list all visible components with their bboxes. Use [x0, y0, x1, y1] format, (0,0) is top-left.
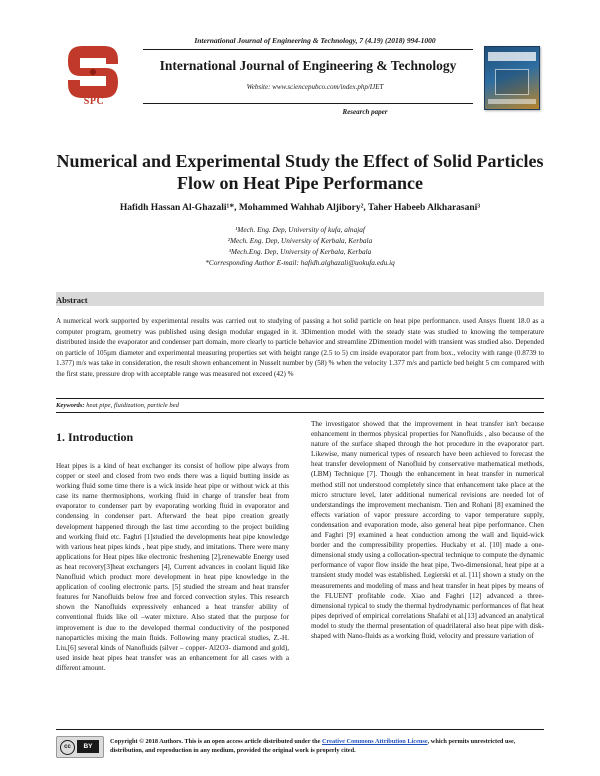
affiliation-1: ¹Mech. Eng. Dep, University of kufa, alnajaf — [235, 225, 365, 234]
keywords-label: Keywords: — [56, 402, 85, 409]
author-list: Hafidh Hassan Al-Ghazali¹*, Mohammed Wahhab Aljibory², Taher Habeeb Alkharasani³ — [119, 203, 481, 213]
keywords-rule-top — [56, 398, 544, 399]
copyright-notice — [110, 737, 545, 755]
intro-left-column: Heat pipes is a kind of heat exchanger its consist of hollow pipe always from copper or steel and closed from two ends there was a liquid butting inside as working fluid some time there is a wick inside heat pipe or without wick at this case its name thermosiphons, working fluid in charge of transfer heat from evaporator to condenser part by evaporating working fluid in evaporator and condensing in condenser part. Afterward the heat pipe creation greatly development happened through the last time according to the project building and working fluid etc. Faghri [1]studied the developments heat pipe knowledge with various heat pipes kinds , heat pipe study, and imitations. There were many applications for Heat pipes like electronic freshening [2],renewable Energy used as heat recovery[3]heat exchangers [4], Current advances in coolant liquid like Nanofluid which product more development in heat pipe knowledge in the application of cooling electronic parts. [5] studied the stream and heat transfer features for Nanofluids below free and forced convection styles. This research shown the Nanofluids expressively enhanced a heat transfer ability of conventional fluids like oil –water mixture. Also stated that the purpose for improvement is due to the developed thermal conductivity of the postponed nanoparticles mixing the main fluids. Following many practical studies, Z.-H. Liu,[6] several kinds of Nanofluids (silver – copper- Al2O3- diamond and gold), used inside heat pipes heat transfer was an enhancement for all cases with a different amount. — [56, 462, 289, 672]
abstract-header-bar — [56, 292, 544, 306]
publisher-logo — [62, 40, 124, 104]
cc-by-icon: BY — [77, 740, 99, 753]
paper-title-line1: Numerical and Experimental Study the Effect of Solid Particles — [56, 151, 544, 171]
intro-right-column: The investigator showed that the improvement in heat transfer isn't because enhancement in thermos physical properties for Nanofluids , also because of the nature of the surface shaped through the hot procedure in the evaporator part. Likewise, many numerical types of research have been achieved to forecast the heat transfer development of Nanofluid by conservative mathematical methods, (LBM) Technique [7]. Though the enhancement in heat transfer in numerical method still not understood completely since that enhancement take place at the micro structure level, later additional numerical revisions are needed lot of understandings the improvement mechanism. Tien and Rohani [8] examined the effects variation of vapor pressure according to vapor temperature supply, condensation and evaporation mode, also general heat pipe performance. Chen and Faghri [9] examined a heat conduction among the wall and liquid-wick border and the compressibility properties. Huckaby et al. [10] made a one-dimensional study using a collocation-spectral technique to compute the dynamic performance of vapor flow inside the heat pipe, Two-dimensional, heat pipe at a transient study model was established. Legierski et al. [11] shown a study on the measurements and modeling of mass and heat transfer in heat pipes by means of the FLUENT profitable code. Xiao and Faghri [12] advanced a three-dimensional typical to study the thermal hydrodynamic performances of flat heat pipes deprived of empirical correlations Shafahi et al.[13] advanced an analytical model to study the thermal presentation of quadrilateral also heat pipe with disk-shaped with Nano-fluids as a working fluid, velocity and pressure variation of — [311, 420, 544, 640]
journal-cover-image — [484, 46, 540, 110]
journal-name: International Journal of Engineering & Technology — [159, 58, 457, 73]
copyright-text-part1: Copyright © 2018 Authors. This is an open access article distributed under the — [110, 738, 322, 745]
cc-license-badge[interactable] — [56, 736, 104, 758]
publisher-logo-text: SPC — [83, 96, 105, 107]
cc-icon: cc — [60, 740, 75, 755]
keywords — [56, 402, 544, 409]
keywords-rule-bottom — [56, 412, 544, 413]
license-link[interactable]: Creative Commons Attribution License — [321, 738, 428, 745]
paper-title — [55, 150, 545, 194]
footer-rule — [56, 729, 544, 730]
journal-website[interactable]: Website: www.sciencepubco.com/index.php/IJET — [246, 83, 384, 91]
paper-type: Research paper — [342, 108, 388, 116]
corresponding-author[interactable]: *Corresponding Author E-mail: hafidh.alghazali@uokufa.edu.iq — [205, 258, 395, 267]
abstract-text: A numerical work supported by experimental results was carried out to studying of passing a hot solid particle on heat pipe performance. used Ansys fluent 18.0 as a computer program, geometry was published using design modular engaged in it. 3Dimention model with the steady state was studied to knowing the temperature distributed inside the evaporator and condenser part domain, more clearly to particle behavior and streamline 2Dimention model with transient was studied also. Depended on particle of 105µm diameter and experimental measuring properties set with height range (2.5 to 5) cm inside evaporator part from box., velocity with range (0.8739 to 1.377) m/s was take in consideration, the result shown enhancement in Nusselt number by (58) % when the velocity 1.377 m/s and particle bed height 5 cm compared with the first state, pressure drop with acceptable range was measured not exceed (42) % — [56, 317, 544, 378]
header-rule-top — [143, 49, 473, 50]
paper-title-line2: Flow on Heat Pipe Performance — [177, 173, 423, 193]
header-rule-bottom — [143, 103, 473, 104]
section-heading-introduction: 1. Introduction — [56, 430, 134, 444]
abstract-heading: Abstract — [56, 295, 88, 305]
copyright-text-part2: , which permits unrestricted use, distribution, and reproduction in any medium, provided the original work is properly cited. — [110, 738, 516, 754]
journal-citation: International Journal of Engineering & Technology, 7 (4.19) (2018) 994-1000 — [194, 36, 436, 45]
affiliation-3: ³Mech.Eng. Dep, University of Kerbala, Kerbala — [228, 247, 372, 256]
affiliation-2: ²Mech. Eng. Dep, University of Kerbala, Kerbala — [227, 236, 373, 245]
keywords-text: heat pipe, fluidization, particle bed — [84, 402, 179, 409]
